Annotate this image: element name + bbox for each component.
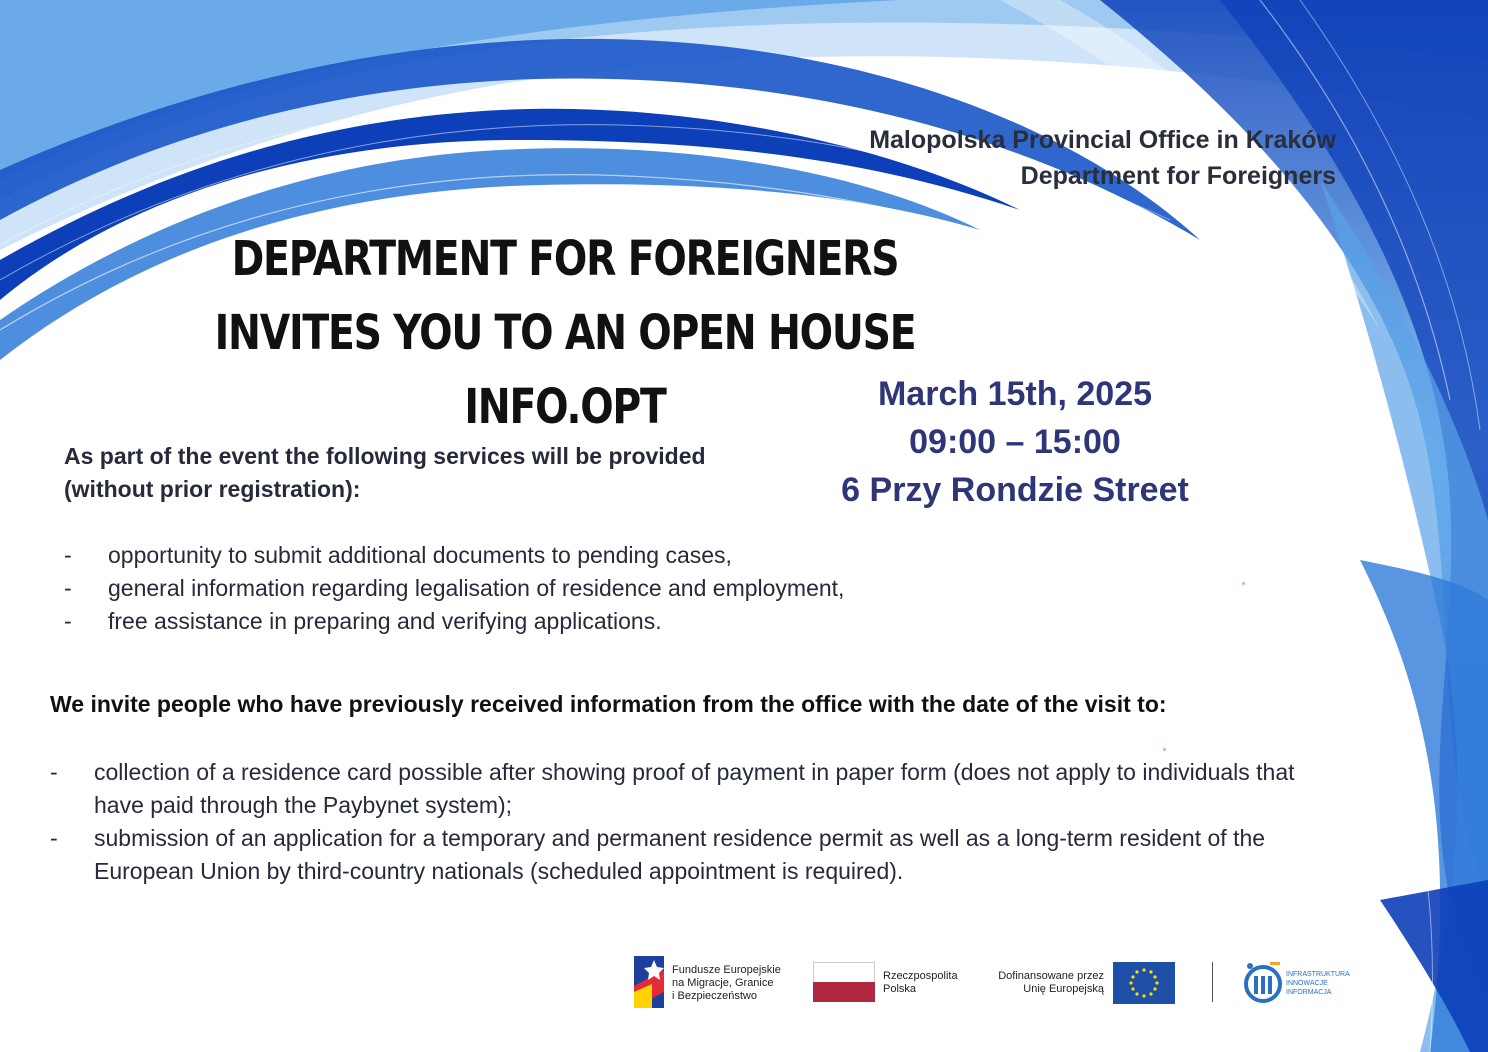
bullet-dash: -: [64, 542, 72, 568]
visit-list: [50, 756, 1310, 888]
event-details: [800, 370, 1230, 514]
list-item: [64, 539, 1024, 572]
visit-item-text: submission of an application for a temporary and permanent residence permit as well as a long-term resident of the European Union by third-country nationals (scheduled appointment is required).: [94, 825, 1266, 884]
decorative-dot: [1242, 582, 1245, 585]
list-item: [64, 572, 1024, 605]
office-name: Malopolska Provincial Office in Kraków: [869, 126, 1336, 154]
services-intro: [64, 440, 804, 506]
visit-item-text: collection of a residence card possible after showing proof of payment in paper form (does not apply to individuals that have paid through the Paybynet system);: [94, 759, 1295, 818]
iii-logo-text: [1286, 970, 1350, 997]
department-name: Department for Foreigners: [1020, 162, 1336, 190]
event-date: March 15th, 2025: [877, 375, 1153, 413]
office-header: [869, 122, 1336, 194]
eu-flag-icon: [1113, 962, 1175, 1004]
footer-logos: [630, 946, 1364, 1028]
funds-logo-text: [672, 964, 781, 1003]
service-item-text: opportunity to submit additional documents to pending cases,: [108, 542, 732, 568]
event-address: 6 Przy Rondzie Street: [841, 471, 1189, 509]
footer-divider: [1212, 962, 1213, 1002]
iii-logo-icon: [1244, 960, 1282, 1004]
eu-line-2: Unię Europejską: [1023, 983, 1104, 995]
funds-line-2: na Migracje, Granice: [672, 977, 774, 989]
title-line-2: INVITES YOU TO AN OPEN HOUSE INFO.OPT: [214, 305, 916, 435]
services-list: [64, 539, 1024, 638]
poland-flag-icon: [813, 962, 875, 1002]
bullet-dash: -: [64, 575, 72, 601]
iii-line-3: INFORMACJA: [1286, 989, 1332, 996]
decorative-dot: [1163, 748, 1166, 751]
funds-line-1: Fundusze Europejskie: [672, 964, 781, 976]
poland-logo-text: [883, 970, 958, 996]
poland-line-1: Rzeczpospolita: [883, 970, 958, 982]
list-item: [64, 605, 1024, 638]
visit-intro: We invite people who have previously received information from the office with the date of the visit to:: [50, 691, 1167, 717]
services-intro-line-2: (without prior registration):: [64, 476, 361, 502]
bullet-dash: -: [50, 825, 58, 851]
service-item-text: free assistance in preparing and verifying applications.: [108, 608, 662, 634]
funds-line-3: i Bezpieczeństwo: [672, 990, 757, 1002]
iii-line-2: INNOWACJE: [1286, 980, 1328, 987]
poland-line-2: Polska: [883, 983, 917, 995]
eu-line-1: Dofinansowane przez: [998, 970, 1104, 982]
services-intro-line-1: As part of the event the following services will be provided: [64, 443, 706, 469]
iii-line-1: INFRASTRUKTURA: [1286, 971, 1350, 978]
event-time: 09:00 – 15:00: [909, 423, 1121, 461]
bullet-dash: -: [64, 608, 72, 634]
list-item: [50, 822, 1310, 888]
service-item-text: general information regarding legalisation of residence and employment,: [108, 575, 845, 601]
list-item: [50, 756, 1310, 822]
bullet-dash: -: [50, 759, 58, 785]
eu-logo-text: [988, 970, 1104, 996]
title-line-1: DEPARTMENT FOR FOREIGNERS: [231, 231, 899, 287]
funds-star-icon: [634, 956, 664, 1008]
